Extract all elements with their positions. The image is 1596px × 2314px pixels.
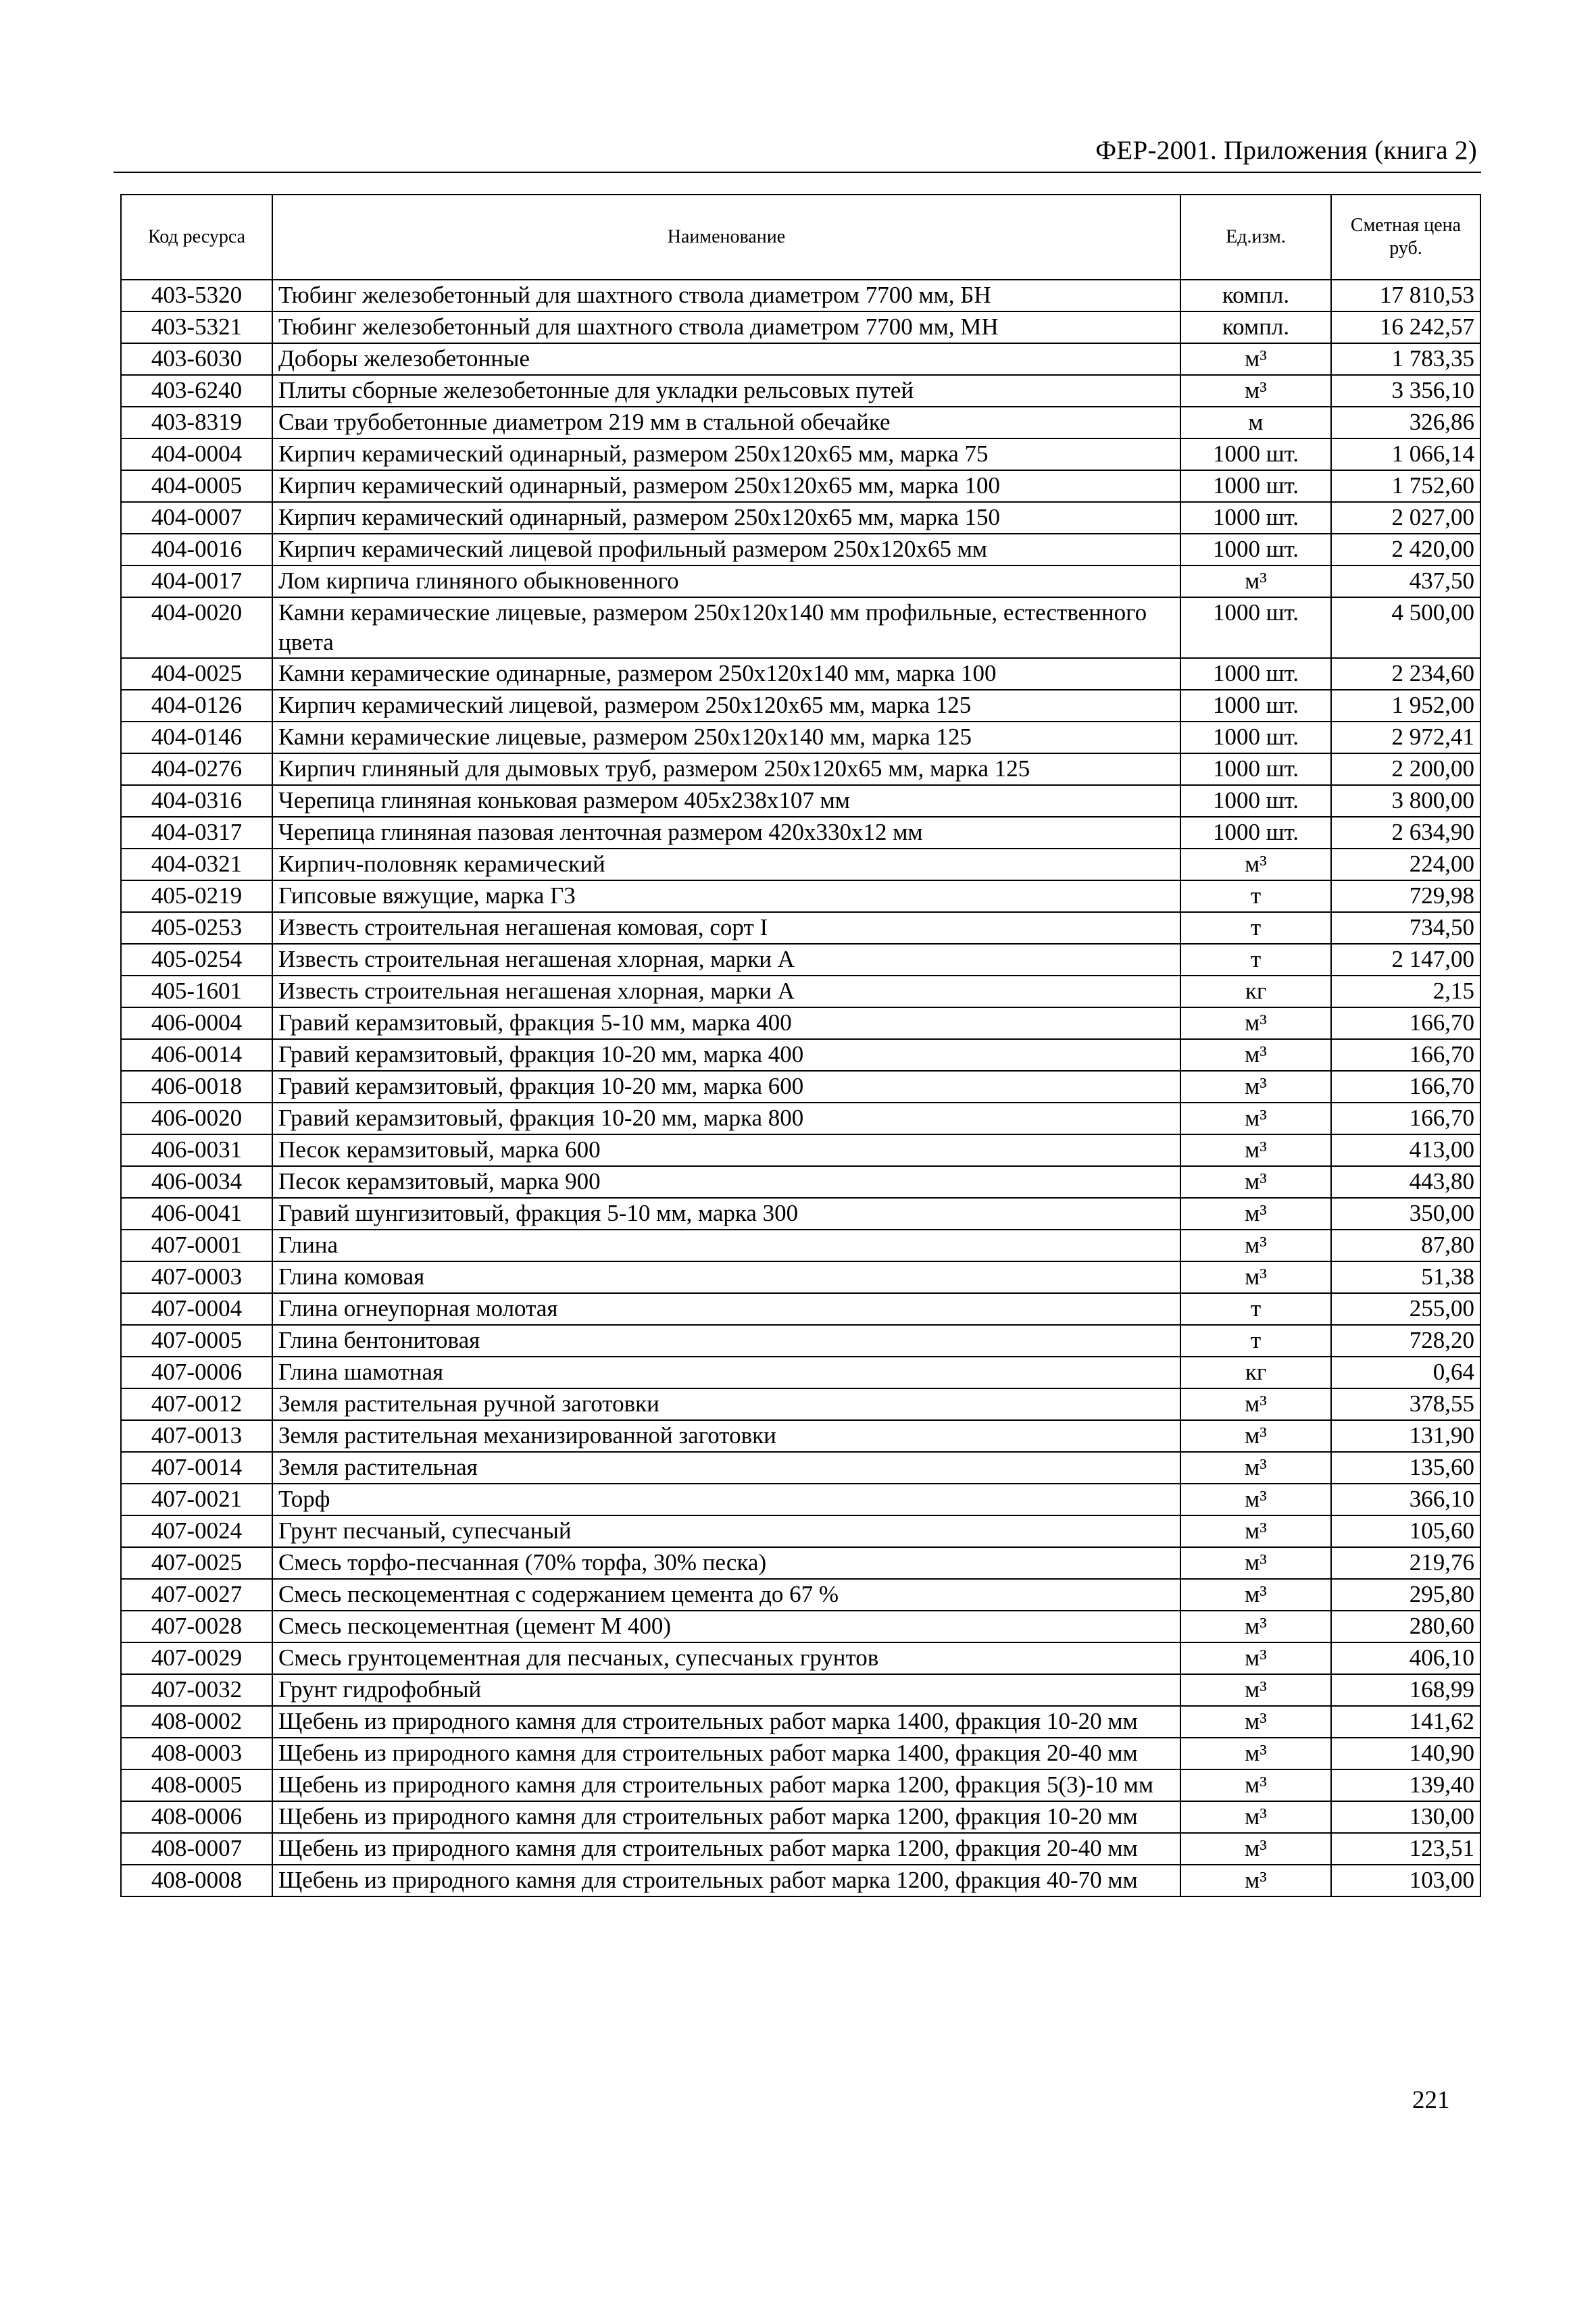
cell-price: 326,86 <box>1331 407 1480 438</box>
cell-unit: м³ <box>1180 1103 1331 1134</box>
cell-price: 166,70 <box>1331 1039 1480 1071</box>
cell-name: Глина огнеупорная молотая <box>272 1293 1180 1325</box>
table-row <box>121 438 1480 470</box>
cell-name: Тюбинг железобетонный для шахтного ствола диаметром 7700 мм, МН <box>272 311 1180 343</box>
cell-name: Камни керамические одинарные, размером 250х120х140 мм, марка 100 <box>272 658 1180 690</box>
cell-unit: м³ <box>1180 343 1331 375</box>
cell-name: Кирпич-половняк керамический <box>272 849 1180 880</box>
cell-unit: т <box>1180 880 1331 912</box>
cell-unit: м³ <box>1180 1833 1331 1865</box>
cell-code: 408-0005 <box>121 1769 272 1801</box>
cell-price: 2 972,41 <box>1331 722 1480 753</box>
cell-unit: 1000 шт. <box>1180 817 1331 849</box>
cell-price: 734,50 <box>1331 912 1480 944</box>
cell-price: 17 810,53 <box>1331 280 1480 311</box>
table-body <box>121 280 1480 1896</box>
cell-name: Известь строительная негашеная хлорная, марки А <box>272 944 1180 976</box>
cell-price: 224,00 <box>1331 849 1480 880</box>
table-row <box>121 1007 1480 1039</box>
column-header-price: Сметная цена руб. <box>1331 195 1480 280</box>
table-row <box>121 1230 1480 1261</box>
cell-name: Известь строительная негашеная хлорная, марки А <box>272 976 1180 1007</box>
cell-price: 350,00 <box>1331 1198 1480 1230</box>
cell-price: 2,15 <box>1331 976 1480 1007</box>
cell-unit: м³ <box>1180 1547 1331 1579</box>
cell-code: 404-0316 <box>121 785 272 817</box>
cell-name: Кирпич керамический лицевой, размером 250х120х65 мм, марка 125 <box>272 690 1180 722</box>
cell-code: 407-0014 <box>121 1452 272 1484</box>
cell-unit: м³ <box>1180 1801 1331 1833</box>
cell-name: Смесь торфо-песчанная (70% торфа, 30% песка) <box>272 1547 1180 1579</box>
cell-price: 166,70 <box>1331 1007 1480 1039</box>
cell-code: 408-0002 <box>121 1706 272 1738</box>
cell-name: Лом кирпича глиняного обыкновенного <box>272 565 1180 597</box>
cell-unit: кг <box>1180 976 1331 1007</box>
cell-name: Доборы железобетонные <box>272 343 1180 375</box>
cell-code: 407-0027 <box>121 1579 272 1611</box>
cell-price: 16 242,57 <box>1331 311 1480 343</box>
cell-price: 51,38 <box>1331 1261 1480 1293</box>
cell-code: 404-0126 <box>121 690 272 722</box>
table-row <box>121 849 1480 880</box>
cell-name: Известь строительная негашеная комовая, сорт I <box>272 912 1180 944</box>
cell-unit: м³ <box>1180 1769 1331 1801</box>
cell-code: 407-0012 <box>121 1388 272 1420</box>
cell-code: 407-0001 <box>121 1230 272 1261</box>
cell-price: 139,40 <box>1331 1769 1480 1801</box>
cell-name: Песок керамзитовый, марка 600 <box>272 1134 1180 1166</box>
cell-price: 2 200,00 <box>1331 753 1480 785</box>
table-row <box>121 311 1480 343</box>
cell-unit: м³ <box>1180 1452 1331 1484</box>
table-row <box>121 1642 1480 1674</box>
cell-price: 378,55 <box>1331 1388 1480 1420</box>
table-row <box>121 1103 1480 1134</box>
cell-name: Гравий керамзитовый, фракция 10-20 мм, марка 800 <box>272 1103 1180 1134</box>
cell-code: 405-1601 <box>121 976 272 1007</box>
table-row <box>121 1420 1480 1452</box>
cell-code: 407-0013 <box>121 1420 272 1452</box>
cell-price: 443,80 <box>1331 1166 1480 1198</box>
cell-price: 87,80 <box>1331 1230 1480 1261</box>
table-row <box>121 1357 1480 1388</box>
cell-unit: м³ <box>1180 849 1331 880</box>
cell-code: 403-6030 <box>121 343 272 375</box>
cell-unit: 1000 шт. <box>1180 470 1331 502</box>
cell-price: 406,10 <box>1331 1642 1480 1674</box>
cell-unit: м³ <box>1180 1198 1331 1230</box>
table-row <box>121 407 1480 438</box>
cell-name: Грунт песчаный, супесчаный <box>272 1515 1180 1547</box>
cell-unit: т <box>1180 1293 1331 1325</box>
cell-unit: м³ <box>1180 1388 1331 1420</box>
cell-code: 403-5321 <box>121 311 272 343</box>
cell-unit: 1000 шт. <box>1180 753 1331 785</box>
cell-price: 166,70 <box>1331 1071 1480 1103</box>
table-row <box>121 1134 1480 1166</box>
cell-name: Земля растительная ручной заготовки <box>272 1388 1180 1420</box>
cell-unit: т <box>1180 944 1331 976</box>
page-number: 221 <box>1412 2086 1450 2114</box>
table-row <box>121 1865 1480 1896</box>
cell-price: 4 500,00 <box>1331 597 1480 658</box>
table-row <box>121 502 1480 534</box>
table-row <box>121 375 1480 407</box>
cell-code: 404-0017 <box>121 565 272 597</box>
cell-code: 405-0254 <box>121 944 272 976</box>
table-row <box>121 1579 1480 1611</box>
table-row <box>121 1769 1480 1801</box>
cell-unit: т <box>1180 1325 1331 1357</box>
table-row <box>121 1166 1480 1198</box>
cell-code: 403-5320 <box>121 280 272 311</box>
cell-code: 407-0032 <box>121 1674 272 1706</box>
cell-code: 407-0021 <box>121 1484 272 1515</box>
cell-name: Сваи трубобетонные диаметром 219 мм в стальной обечайке <box>272 407 1180 438</box>
cell-code: 406-0014 <box>121 1039 272 1071</box>
cell-unit: м³ <box>1180 1166 1331 1198</box>
cell-unit: 1000 шт. <box>1180 658 1331 690</box>
table-row <box>121 912 1480 944</box>
cell-unit: м³ <box>1180 1865 1331 1896</box>
table-row <box>121 1674 1480 1706</box>
cell-unit: м³ <box>1180 1706 1331 1738</box>
table-row <box>121 976 1480 1007</box>
cell-name: Смесь грунтоцементная для песчаных, супесчаных грунтов <box>272 1642 1180 1674</box>
cell-code: 404-0317 <box>121 817 272 849</box>
table-row <box>121 1388 1480 1420</box>
cell-name: Смесь пескоцементная (цемент М 400) <box>272 1611 1180 1642</box>
cell-name: Глина <box>272 1230 1180 1261</box>
cell-price: 3 800,00 <box>1331 785 1480 817</box>
cell-unit: м³ <box>1180 1039 1331 1071</box>
cell-price: 1 952,00 <box>1331 690 1480 722</box>
cell-price: 168,99 <box>1331 1674 1480 1706</box>
cell-name: Щебень из природного камня для строительных работ марка 1200, фракция 10-20 мм <box>272 1801 1180 1833</box>
cell-code: 404-0016 <box>121 534 272 565</box>
cell-name: Глина бентонитовая <box>272 1325 1180 1357</box>
cell-unit: 1000 шт. <box>1180 534 1331 565</box>
cell-code: 405-0219 <box>121 880 272 912</box>
cell-code: 403-6240 <box>121 375 272 407</box>
cell-unit: кг <box>1180 1357 1331 1388</box>
cell-name: Кирпич керамический лицевой профильный размером 250х120х65 мм <box>272 534 1180 565</box>
cell-name: Глина шамотная <box>272 1357 1180 1388</box>
table-row <box>121 1833 1480 1865</box>
cell-code: 404-0004 <box>121 438 272 470</box>
cell-unit: м³ <box>1180 1579 1331 1611</box>
cell-name: Смесь пескоцементная с содержанием цемента до 67 % <box>272 1579 1180 1611</box>
cell-unit: м³ <box>1180 1484 1331 1515</box>
cell-unit: компл. <box>1180 311 1331 343</box>
cell-price: 1 783,35 <box>1331 343 1480 375</box>
cell-price: 2 147,00 <box>1331 944 1480 976</box>
cell-name: Плиты сборные железобетонные для укладки рельсовых путей <box>272 375 1180 407</box>
cell-name: Гравий шунгизитовый, фракция 5-10 мм, марка 300 <box>272 1198 1180 1230</box>
cell-price: 131,90 <box>1331 1420 1480 1452</box>
cell-price: 729,98 <box>1331 880 1480 912</box>
table-row <box>121 817 1480 849</box>
page-header: ФЕР-2001. Приложения (книга 2) <box>1095 136 1477 165</box>
cell-code: 407-0006 <box>121 1357 272 1388</box>
table-row <box>121 565 1480 597</box>
cell-name: Кирпич керамический одинарный, размером 250х120х65 мм, марка 150 <box>272 502 1180 534</box>
header-rule <box>114 172 1481 173</box>
table-row <box>121 1801 1480 1833</box>
cell-code: 406-0018 <box>121 1071 272 1103</box>
cell-price: 123,51 <box>1331 1833 1480 1865</box>
cell-price: 728,20 <box>1331 1325 1480 1357</box>
cell-unit: м³ <box>1180 1642 1331 1674</box>
cell-name: Кирпич глиняный для дымовых труб, размером 250х120х65 мм, марка 125 <box>272 753 1180 785</box>
cell-unit: 1000 шт. <box>1180 597 1331 658</box>
cell-unit: м³ <box>1180 565 1331 597</box>
cell-code: 404-0276 <box>121 753 272 785</box>
table-row <box>121 1325 1480 1357</box>
cell-name: Щебень из природного камня для строительных работ марка 1200, фракция 5(3)-10 мм <box>272 1769 1180 1801</box>
column-header-name: Наименование <box>272 195 1180 280</box>
cell-code: 404-0005 <box>121 470 272 502</box>
cell-code: 408-0008 <box>121 1865 272 1896</box>
cell-code: 407-0029 <box>121 1642 272 1674</box>
cell-code: 406-0020 <box>121 1103 272 1134</box>
cell-name: Гравий керамзитовый, фракция 10-20 мм, марка 600 <box>272 1071 1180 1103</box>
cell-name: Черепица глиняная пазовая ленточная размером 420х330х12 мм <box>272 817 1180 849</box>
cell-unit: м³ <box>1180 1738 1331 1769</box>
table-row <box>121 1452 1480 1484</box>
cell-unit: м³ <box>1180 1611 1331 1642</box>
resource-price-table <box>120 194 1481 1897</box>
cell-code: 407-0003 <box>121 1261 272 1293</box>
cell-name: Гравий керамзитовый, фракция 5-10 мм, марка 400 <box>272 1007 1180 1039</box>
table-row <box>121 1039 1480 1071</box>
cell-name: Гипсовые вяжущие, марка Г3 <box>272 880 1180 912</box>
cell-price: 135,60 <box>1331 1452 1480 1484</box>
table-row <box>121 690 1480 722</box>
cell-code: 405-0253 <box>121 912 272 944</box>
cell-unit: 1000 шт. <box>1180 785 1331 817</box>
table-row <box>121 534 1480 565</box>
cell-unit: 1000 шт. <box>1180 722 1331 753</box>
cell-name: Гравий керамзитовый, фракция 10-20 мм, марка 400 <box>272 1039 1180 1071</box>
cell-code: 407-0004 <box>121 1293 272 1325</box>
table-row <box>121 722 1480 753</box>
table-row <box>121 1515 1480 1547</box>
cell-name: Щебень из природного камня для строительных работ марка 1400, фракция 20-40 мм <box>272 1738 1180 1769</box>
cell-code: 406-0034 <box>121 1166 272 1198</box>
cell-code: 404-0146 <box>121 722 272 753</box>
cell-code: 403-8319 <box>121 407 272 438</box>
cell-price: 219,76 <box>1331 1547 1480 1579</box>
cell-unit: м³ <box>1180 1515 1331 1547</box>
cell-code: 406-0004 <box>121 1007 272 1039</box>
table-row <box>121 944 1480 976</box>
cell-price: 0,64 <box>1331 1357 1480 1388</box>
cell-name: Кирпич керамический одинарный, размером 250х120х65 мм, марка 100 <box>272 470 1180 502</box>
cell-price: 2 420,00 <box>1331 534 1480 565</box>
cell-unit: м³ <box>1180 1071 1331 1103</box>
cell-name: Щебень из природного камня для строительных работ марка 1400, фракция 10-20 мм <box>272 1706 1180 1738</box>
cell-name: Кирпич керамический одинарный, размером 250х120х65 мм, марка 75 <box>272 438 1180 470</box>
cell-name: Камни керамические лицевые, размером 250х120х140 мм, марка 125 <box>272 722 1180 753</box>
cell-price: 255,00 <box>1331 1293 1480 1325</box>
cell-unit: м³ <box>1180 1007 1331 1039</box>
cell-price: 295,80 <box>1331 1579 1480 1611</box>
table-row <box>121 785 1480 817</box>
table-row <box>121 1198 1480 1230</box>
cell-name: Земля растительная механизированной заготовки <box>272 1420 1180 1452</box>
cell-price: 413,00 <box>1331 1134 1480 1166</box>
cell-name: Щебень из природного камня для строительных работ марка 1200, фракция 40-70 мм <box>272 1865 1180 1896</box>
cell-price: 103,00 <box>1331 1865 1480 1896</box>
table-row <box>121 597 1480 658</box>
cell-code: 408-0003 <box>121 1738 272 1769</box>
cell-price: 130,00 <box>1331 1801 1480 1833</box>
cell-unit: т <box>1180 912 1331 944</box>
cell-name: Земля растительная <box>272 1452 1180 1484</box>
cell-code: 406-0031 <box>121 1134 272 1166</box>
table-row <box>121 1738 1480 1769</box>
cell-name: Камни керамические лицевые, размером 250х120х140 мм профильные, естественного цвета <box>272 597 1180 658</box>
table-row <box>121 343 1480 375</box>
cell-price: 2 027,00 <box>1331 502 1480 534</box>
cell-price: 437,50 <box>1331 565 1480 597</box>
cell-name: Грунт гидрофобный <box>272 1674 1180 1706</box>
cell-code: 406-0041 <box>121 1198 272 1230</box>
cell-code: 404-0321 <box>121 849 272 880</box>
cell-price: 3 356,10 <box>1331 375 1480 407</box>
cell-code: 407-0025 <box>121 1547 272 1579</box>
cell-price: 366,10 <box>1331 1484 1480 1515</box>
cell-name: Тюбинг железобетонный для шахтного ствола диаметром 7700 мм, БН <box>272 280 1180 311</box>
cell-name: Глина комовая <box>272 1261 1180 1293</box>
cell-name: Щебень из природного камня для строительных работ марка 1200, фракция 20-40 мм <box>272 1833 1180 1865</box>
cell-code: 407-0024 <box>121 1515 272 1547</box>
cell-price: 2 634,90 <box>1331 817 1480 849</box>
cell-unit: м³ <box>1180 1674 1331 1706</box>
cell-price: 2 234,60 <box>1331 658 1480 690</box>
cell-unit: компл. <box>1180 280 1331 311</box>
cell-name: Торф <box>272 1484 1180 1515</box>
table-row <box>121 880 1480 912</box>
table-row <box>121 1611 1480 1642</box>
table-row <box>121 1547 1480 1579</box>
cell-price: 105,60 <box>1331 1515 1480 1547</box>
cell-unit: м³ <box>1180 1230 1331 1261</box>
cell-price: 140,90 <box>1331 1738 1480 1769</box>
cell-name: Черепица глиняная коньковая размером 405х238х107 мм <box>272 785 1180 817</box>
table-row <box>121 1706 1480 1738</box>
cell-price: 280,60 <box>1331 1611 1480 1642</box>
cell-code: 407-0028 <box>121 1611 272 1642</box>
cell-code: 404-0007 <box>121 502 272 534</box>
table-row <box>121 1293 1480 1325</box>
cell-unit: м³ <box>1180 1261 1331 1293</box>
cell-unit: 1000 шт. <box>1180 502 1331 534</box>
table-row <box>121 658 1480 690</box>
cell-price: 1 066,14 <box>1331 438 1480 470</box>
table-row <box>121 753 1480 785</box>
cell-price: 141,62 <box>1331 1706 1480 1738</box>
cell-code: 407-0005 <box>121 1325 272 1357</box>
cell-unit: м³ <box>1180 375 1331 407</box>
column-header-code: Код ресурса <box>121 195 272 280</box>
cell-code: 408-0007 <box>121 1833 272 1865</box>
cell-unit: м³ <box>1180 1134 1331 1166</box>
cell-code: 408-0006 <box>121 1801 272 1833</box>
column-header-unit: Ед.изм. <box>1180 195 1331 280</box>
cell-unit: 1000 шт. <box>1180 438 1331 470</box>
cell-unit: м <box>1180 407 1331 438</box>
cell-price: 166,70 <box>1331 1103 1480 1134</box>
table-row <box>121 280 1480 311</box>
cell-unit: м³ <box>1180 1420 1331 1452</box>
cell-code: 404-0020 <box>121 597 272 658</box>
cell-name: Песок керамзитовый, марка 900 <box>272 1166 1180 1198</box>
table-row <box>121 470 1480 502</box>
cell-code: 404-0025 <box>121 658 272 690</box>
table-row <box>121 1484 1480 1515</box>
table-row <box>121 1071 1480 1103</box>
cell-unit: 1000 шт. <box>1180 690 1331 722</box>
cell-price: 1 752,60 <box>1331 470 1480 502</box>
table-header-row <box>121 195 1480 280</box>
table-row <box>121 1261 1480 1293</box>
